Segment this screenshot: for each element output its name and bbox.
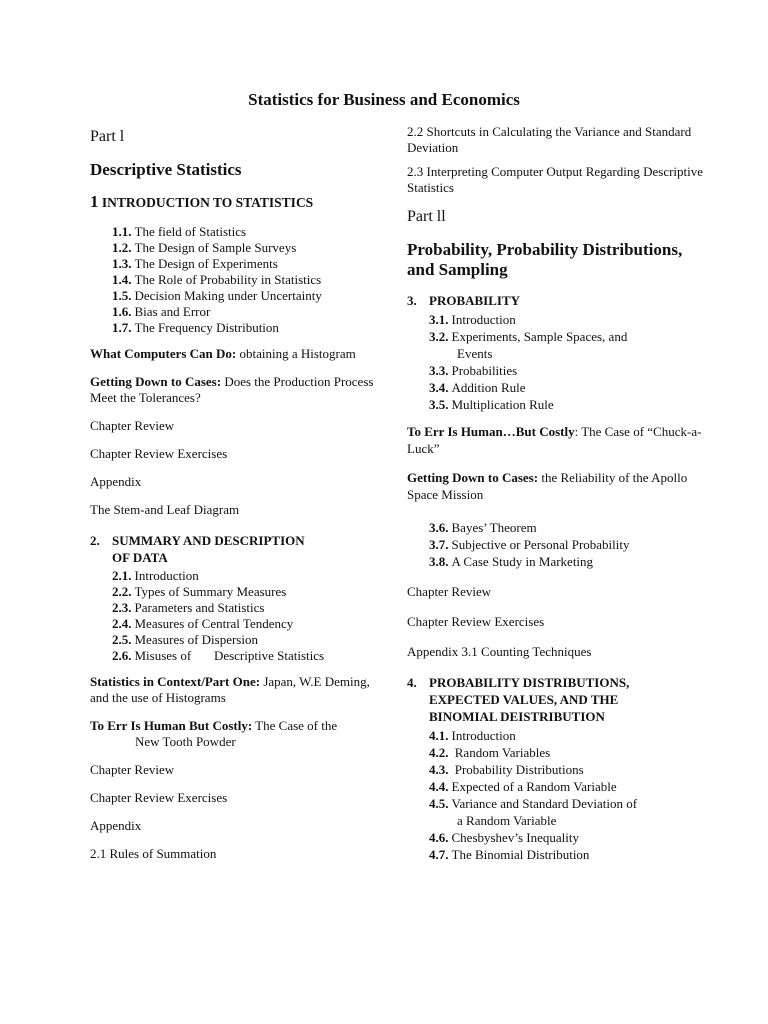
- part-2-title: Probability, Probability Distributions, and Sampling: [407, 240, 683, 279]
- chapter-3-heading: 3. PROBABILITY: [407, 293, 521, 308]
- appendix-3-1: Appendix 3.1 Counting Techniques: [407, 644, 592, 659]
- to-err-is-human-2: To Err Is Human…But Costly: The Case of “Chuck-a-Luck”: [407, 424, 702, 456]
- shortcuts-variance: 2.2 Shortcuts in Calculating the Variance and Standard Deviation: [407, 124, 692, 155]
- chapter-review-exercises-2: Chapter Review Exercises: [90, 790, 228, 805]
- stem-leaf-diagram: The Stem-and Leaf Diagram: [90, 502, 240, 517]
- section-item: 2.1. Introduction: [112, 568, 199, 583]
- section-item: 2.4. Measures of Central Tendency: [112, 616, 294, 631]
- section-item: 1.1. The field of Statistics: [112, 224, 247, 239]
- section-item: 1.4. The Role of Probability in Statistics: [112, 272, 322, 287]
- section-item: 4.1. Introduction: [429, 728, 516, 743]
- chapter-review-1: Chapter Review: [90, 418, 175, 433]
- section-item: 2.5. Measures of Dispersion: [112, 632, 258, 647]
- rules-of-summation: 2.1 Rules of Summation: [90, 846, 217, 861]
- chapter-1-section-list: [90, 224, 380, 336]
- chapter-review-exercises-3: Chapter Review Exercises: [407, 614, 545, 629]
- chapter-3-section-list-b: [407, 519, 707, 570]
- section-item: 3.3. Probabilities: [429, 363, 518, 378]
- chapter-review-2: Chapter Review: [90, 762, 175, 777]
- chapter-3-section-list-a: [407, 311, 707, 413]
- statistics-in-context: Statistics in Context/Part One: Japan, W.E Deming, and the use of Histograms: [90, 674, 370, 705]
- appendix-2: Appendix: [90, 818, 142, 833]
- section-item: 4.5. Variance and Standard Deviation of a Random Variable: [429, 796, 638, 828]
- chapter-4-heading: 4. PROBABILITY DISTRIBUTIONS, EXPECTED VALUES, AND THE BINOMIAL DEISTRIBUTION: [407, 675, 630, 724]
- section-item: 3.5. Multiplication Rule: [429, 397, 554, 412]
- getting-down-to-cases-2: Getting Down to Cases: the Reliability of the Apollo Space Mission: [407, 470, 688, 502]
- section-item: 1.5. Decision Making under Uncertainty: [112, 288, 322, 303]
- section-item: 4.7. The Binomial Distribution: [429, 847, 590, 862]
- getting-down-to-cases-1: Getting Down to Cases: Does the Production Process Meet the Tolerances?: [90, 374, 374, 405]
- chapter-review-3: Chapter Review: [407, 584, 492, 599]
- section-item: 1.7. The Frequency Distribution: [112, 320, 279, 335]
- interpreting-output: 2.3 Interpreting Computer Output Regarding Descriptive Statistics: [407, 164, 704, 195]
- left-column: [90, 124, 380, 874]
- section-item: 4.4. Expected of a Random Variable: [429, 779, 617, 794]
- part-2-label: Part ll: [407, 208, 446, 225]
- document-title: Statistics for Business and Economics: [248, 90, 520, 109]
- section-item: 3.7. Subjective or Personal Probability: [429, 537, 630, 552]
- chapter-2-section-list: [90, 568, 380, 664]
- section-item: 2.6. Misuses of Descriptive Statistics: [112, 648, 325, 663]
- to-err-is-human-1: To Err Is Human But Costly: The Case of the New Tooth Powder: [90, 718, 338, 749]
- chapter-1-number: 1: [90, 192, 99, 211]
- part-1-label: Part l: [90, 128, 125, 145]
- section-item: 4.3. Probability Distributions: [429, 762, 584, 777]
- section-item: 1.3. The Design of Experiments: [112, 256, 278, 271]
- section-item: 3.2. Experiments, Sample Spaces, and Events: [429, 329, 628, 361]
- what-computers-can-do: What Computers Can Do: obtaining a Histogram: [90, 346, 356, 361]
- chapter-review-exercises-1: Chapter Review Exercises: [90, 446, 228, 461]
- chapter-1-title: INTRODUCTION TO STATISTICS: [101, 195, 314, 210]
- section-item: 3.8. A Case Study in Marketing: [429, 554, 594, 569]
- section-item: 2.2. Types of Summary Measures: [112, 584, 287, 599]
- section-item: 3.1. Introduction: [429, 312, 516, 327]
- chapter-2-heading: 2. SUMMARY AND DESCRIPTION OF DATA: [90, 533, 305, 565]
- chapter-4-section-list: [407, 727, 707, 863]
- chapter-1-heading: [90, 192, 380, 212]
- section-item: 1.2. The Design of Sample Surveys: [112, 240, 297, 255]
- appendix-1: Appendix: [90, 474, 142, 489]
- section-item: 1.6. Bias and Error: [112, 304, 211, 319]
- section-item: 4.6. Chesbyshev’s Inequality: [429, 830, 579, 845]
- section-item: 3.4. Addition Rule: [429, 380, 526, 395]
- right-column: [407, 124, 707, 873]
- section-item: 4.2. Random Variables: [429, 745, 551, 760]
- section-item: 3.6. Bayes’ Theorem: [429, 520, 537, 535]
- part-1-title: Descriptive Statistics: [90, 160, 242, 179]
- section-item: 2.3. Parameters and Statistics: [112, 600, 265, 615]
